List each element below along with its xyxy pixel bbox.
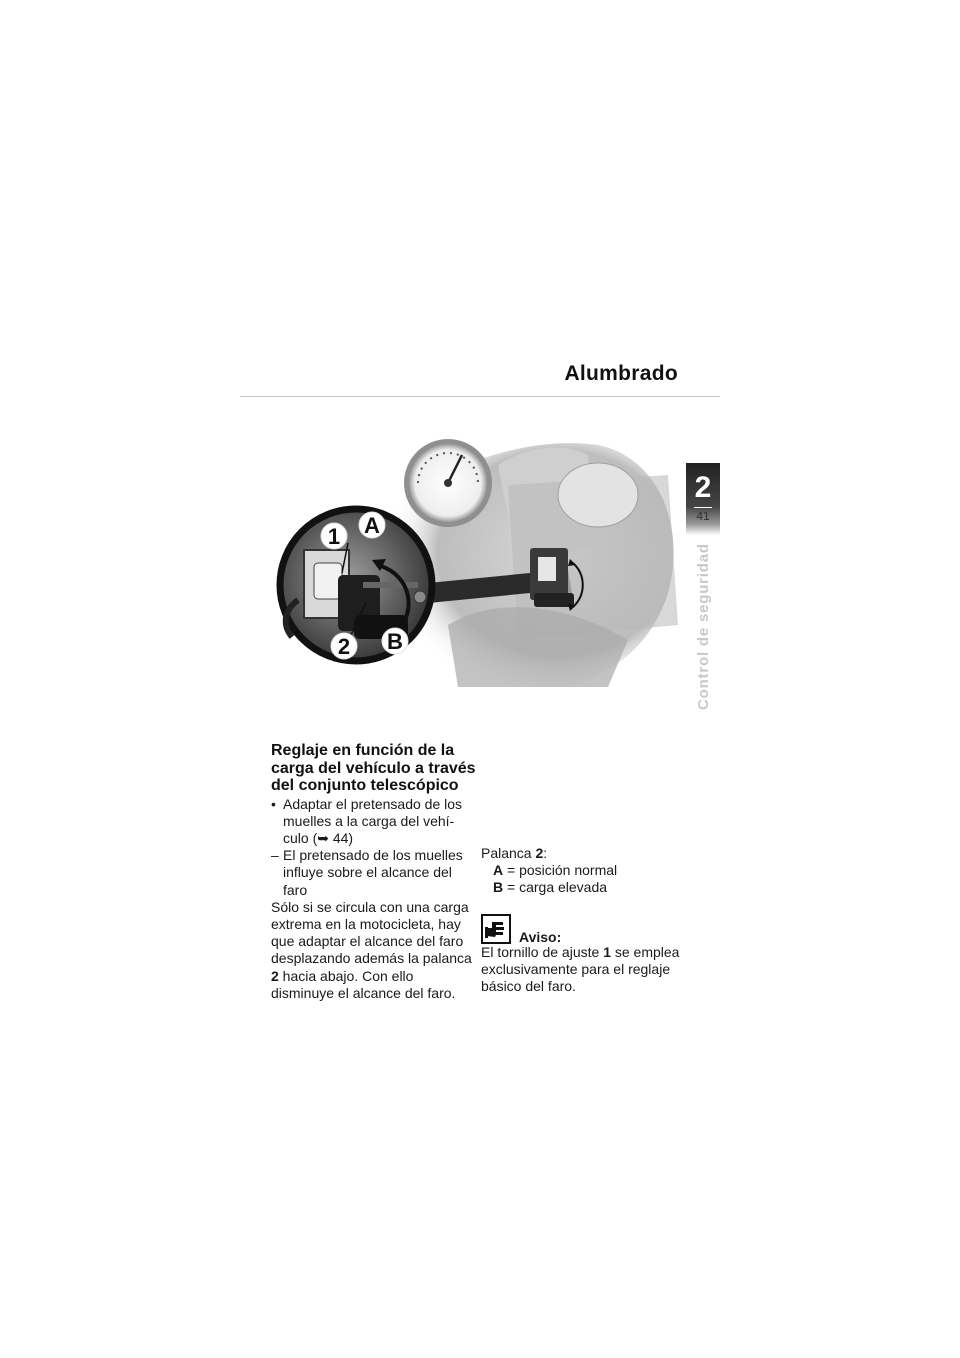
page-title: Alumbrado (564, 362, 678, 385)
lever-caption (481, 845, 706, 862)
definition-a-text: = posición normal (503, 862, 618, 879)
bullet-item (271, 796, 476, 848)
svg-text:2: 2 (337, 634, 351, 659)
notice-screw-number: 1 (603, 943, 611, 960)
callout-label-b (382, 628, 408, 654)
definition-b (481, 879, 706, 896)
notice-text-start: El tornillo de ajuste (481, 943, 604, 960)
chapter-number: 2 (694, 471, 712, 504)
notice-label: Aviso: (519, 928, 562, 945)
speedometer-gauge (404, 439, 492, 527)
definition-b-text: = carga elevada (503, 879, 608, 896)
definition-a-key: A (493, 862, 504, 879)
paragraph-lever-number: 2 (271, 967, 279, 984)
section-label: Control de seguridad (695, 543, 712, 710)
svg-text:1: 1 (327, 524, 341, 549)
notice-header (481, 914, 706, 944)
notice-text (481, 944, 706, 996)
left-column (271, 742, 476, 1002)
page-number: 41 (696, 509, 710, 523)
bullet-text: Adaptar el pretensado de los muelles a la carga del vehí-culo (➥ 44) (283, 795, 463, 846)
title-rule (240, 396, 720, 397)
bullet-mark: • (271, 795, 276, 812)
section-heading: Reglaje en función de la carga del vehículo a través del conjunto telescópico (271, 742, 476, 794)
right-column (481, 845, 706, 995)
lever-label: Palanca (481, 845, 536, 861)
callout-label-2 (331, 633, 357, 659)
callout-label-a (359, 512, 385, 538)
notice-text-end: se emplea exclusivamente para el reglaje básico del faro. (481, 943, 680, 995)
notice-hand-icon (481, 914, 511, 944)
svg-text:B: B (387, 629, 403, 654)
callout-label-1 (321, 523, 347, 549)
headlight-adjustment-figure (268, 425, 683, 695)
paragraph-text-end: hacia abajo. Con ello disminuye el alcance del faro. (271, 967, 456, 1001)
body-paragraph (271, 899, 476, 1002)
chapter-divider (694, 507, 712, 508)
dash-text: El pretensado de los muelles influye sobre el alcance del faro (283, 847, 463, 898)
magnified-lever-detail (280, 509, 432, 661)
lever-number: 2 (535, 845, 544, 861)
definition-a (481, 862, 706, 879)
svg-text:A: A (364, 513, 380, 538)
dash-mark: – (271, 847, 279, 864)
lever-colon: : (543, 845, 548, 861)
dash-item (271, 847, 476, 899)
definition-b-key: B (493, 879, 504, 896)
paragraph-text-start: Sólo si se circula con una carga extrema en la motocicleta, hay que adaptar el alcance del faro desplazando además la palanca (271, 898, 472, 967)
